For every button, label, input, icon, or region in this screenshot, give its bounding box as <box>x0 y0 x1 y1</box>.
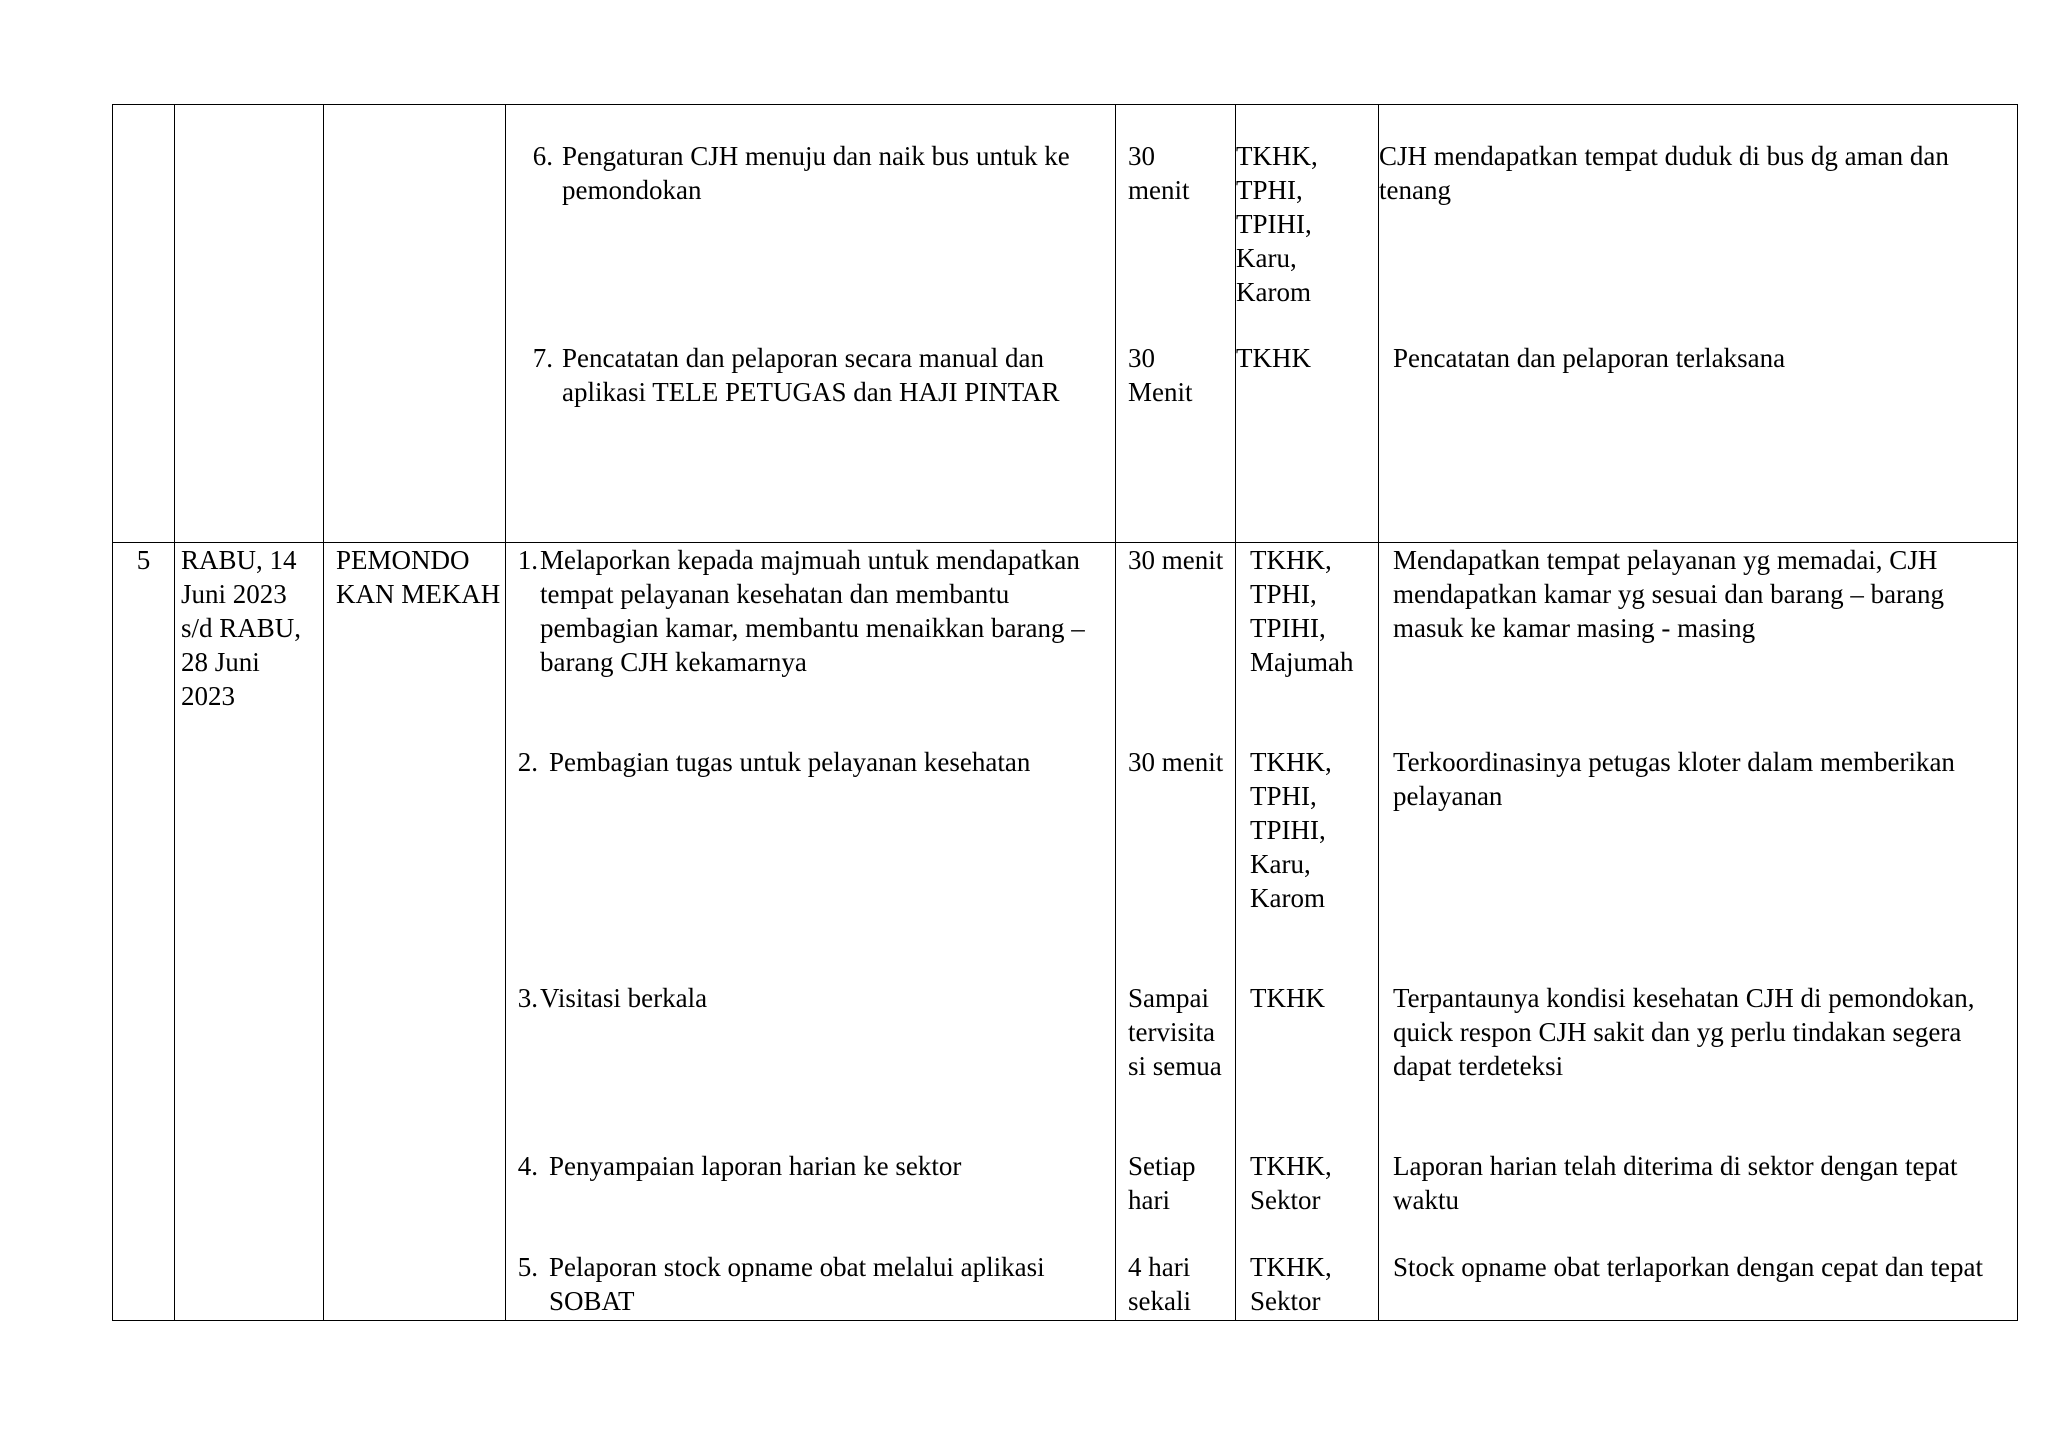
result-text: Terkoordinasinya petugas kloter dalam memberikan pelayanan <box>1393 747 1955 811</box>
result-text: Mendapatkan tempat pelayanan yg memadai, CJH mendapatkan kamar yg sesuai dan barang – barang masuk ke kamar masing - masing <box>1393 545 1945 643</box>
no-cell <box>113 105 175 543</box>
item-number: 4. <box>517 1151 538 1181</box>
activity-cell <box>506 105 1116 543</box>
duration-text: 30 menit <box>1128 545 1224 575</box>
list-item <box>506 543 1115 745</box>
list-item <box>506 745 1115 981</box>
date-cell <box>175 105 324 543</box>
row-number: 5 <box>136 545 151 575</box>
list-item <box>506 341 1115 409</box>
table-row <box>113 543 2018 1321</box>
item-number: 3. <box>517 983 538 1013</box>
activity-schedule-table <box>112 104 2018 1321</box>
item-text: Visitasi berkala <box>540 983 708 1013</box>
duration-text: 30 Menit <box>1128 343 1193 407</box>
table-row <box>113 105 2018 543</box>
item-text: Melaporkan kepada majmuah untuk mendapatkan tempat pelayanan kesehatan dan membantu pembagian kamar, membantu menaikkan barang – barang CJH kekamarnya <box>540 545 1085 677</box>
officer-text: TKHK <box>1236 343 1311 373</box>
officer-text: TKHK, Sektor <box>1250 1252 1332 1316</box>
list-item <box>506 139 1115 341</box>
date-text: RABU, 14 Juni 2023 s/d RABU, 28 Juni 2023 <box>181 545 302 711</box>
location-cell <box>324 543 506 1321</box>
result-text: Stock opname obat terlaporkan dengan cepat dan tepat <box>1393 1252 1984 1282</box>
duration-cell <box>1116 105 1236 543</box>
result-text: Pencatatan dan pelaporan terlaksana <box>1393 343 1786 373</box>
duration-cell <box>1116 543 1236 1321</box>
duration-text: Sampai tervisita si semua <box>1128 983 1222 1081</box>
item-text: Pencatatan dan pelaporan secara manual dan aplikasi TELE PETUGAS dan HAJI PINTAR <box>562 343 1060 407</box>
item-number: 6. <box>532 141 553 171</box>
result-text: CJH mendapatkan tempat duduk di bus dg aman dan tenang <box>1379 141 1949 205</box>
officer-text: TKHK, Sektor <box>1250 1151 1332 1215</box>
item-number: 1. <box>517 545 538 575</box>
item-text: Pembagian tugas untuk pelayanan kesehatan <box>549 747 1031 777</box>
item-text: Penyampaian laporan harian ke sektor <box>549 1151 962 1181</box>
item-number: 5. <box>517 1252 538 1282</box>
item-number: 2. <box>517 747 538 777</box>
location-cell <box>324 105 506 543</box>
result-text: Terpantaunya kondisi kesehatan CJH di pemondokan, quick respon CJH sakit dan yg perlu tindakan segera dapat terdeteksi <box>1393 983 1975 1081</box>
officer-cell <box>1236 543 1379 1321</box>
item-number: 7. <box>532 343 553 373</box>
list-item <box>506 981 1115 1149</box>
officer-text: TKHK, TPHI, TPIHI, Karu, Karom <box>1250 747 1332 913</box>
duration-text: 4 hari sekali <box>1128 1252 1191 1316</box>
duration-text: 30 menit <box>1128 747 1224 777</box>
item-text: Pengaturan CJH menuju dan naik bus untuk ke pemondokan <box>562 141 1070 205</box>
location-text: PEMONDO KAN MEKAH <box>336 545 501 609</box>
result-cell <box>1379 543 2018 1321</box>
result-cell <box>1379 105 2018 543</box>
no-cell <box>113 543 175 1321</box>
result-text: Laporan harian telah diterima di sektor dengan tepat waktu <box>1393 1151 1958 1215</box>
duration-text: Setiap hari <box>1128 1151 1196 1215</box>
list-item <box>506 1149 1115 1250</box>
list-item <box>506 1250 1115 1318</box>
officer-text: TKHK, TPHI, TPIHI, Karu, Karom <box>1236 141 1318 307</box>
item-text: Pelaporan stock opname obat melalui aplikasi SOBAT <box>549 1252 1045 1316</box>
date-cell <box>175 543 324 1321</box>
officer-text: TKHK <box>1250 983 1325 1013</box>
duration-text: 30 menit <box>1128 141 1190 205</box>
officer-text: TKHK, TPHI, TPIHI, Majumah <box>1250 545 1354 677</box>
activity-cell <box>506 543 1116 1321</box>
officer-cell <box>1236 105 1379 543</box>
